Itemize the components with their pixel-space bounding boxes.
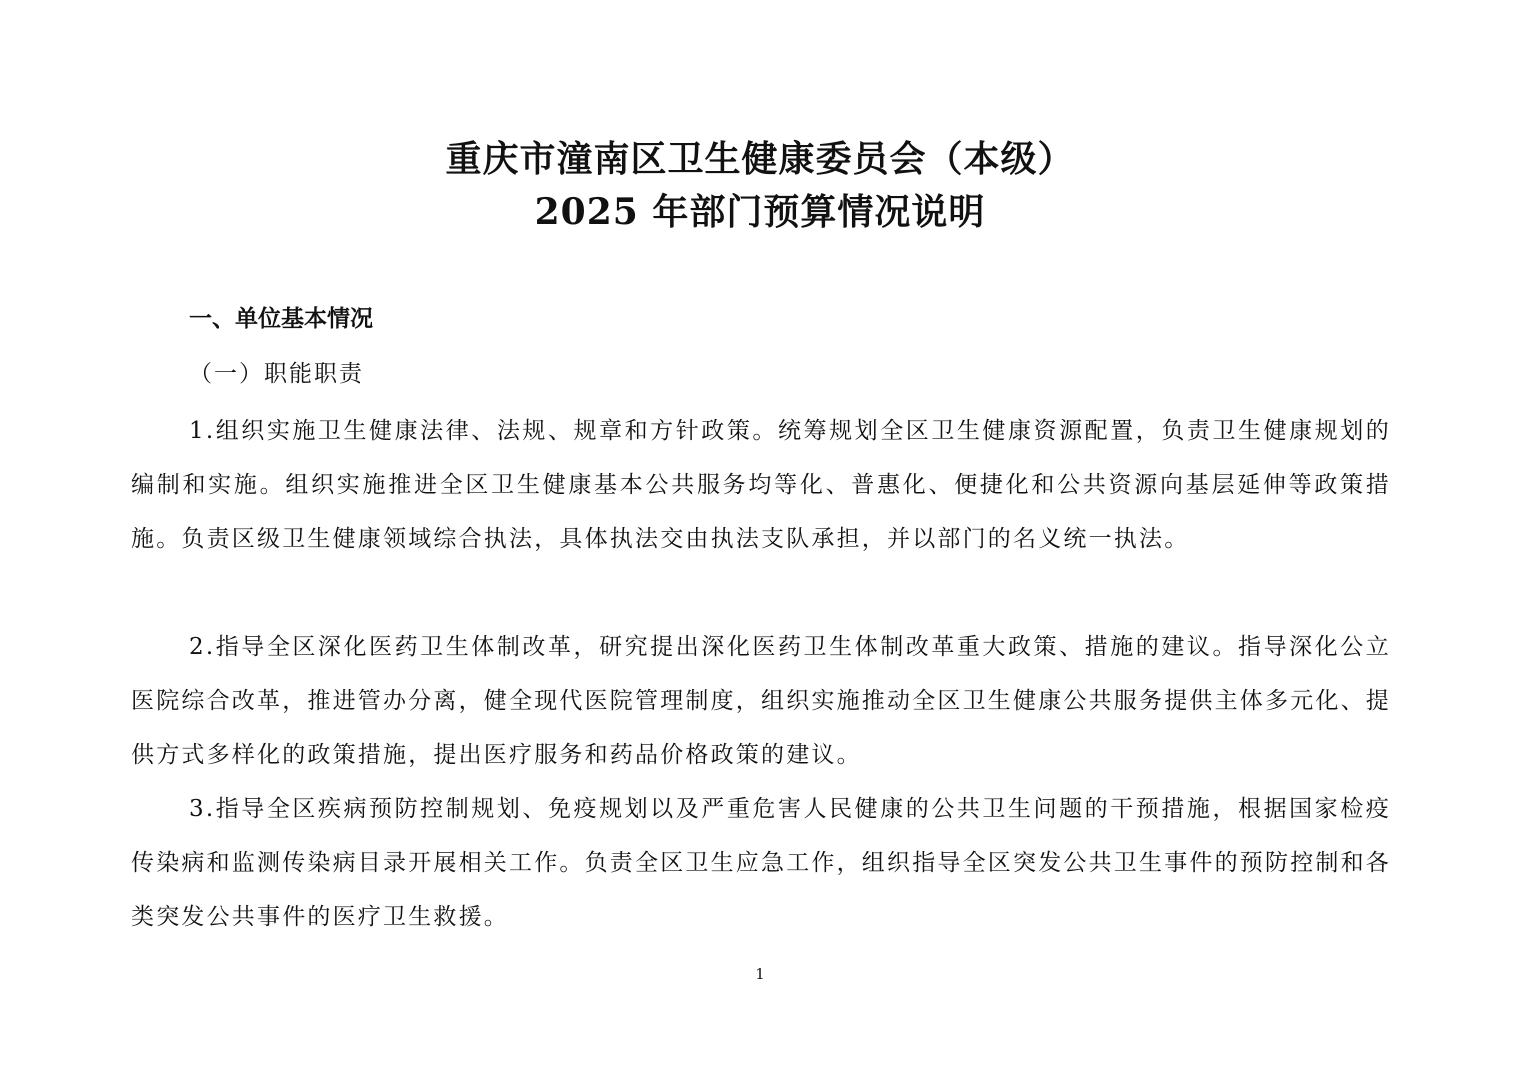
paragraph-3: 3.指导全区疾病预防控制规划、免疫规划以及严重危害人民健康的公共卫生问题的干预措施，根据国家检疫传染病和监测传染病目录开展相关工作。负责全区卫生应急工作，组织指导全区突发公共卫生事件的预防控制和各类突发公共事件的医疗卫生救援。 [131,796,1391,930]
document-title-line-2: 2025 年部门预算情况说明 [534,191,986,233]
paragraph-1: 1.组织实施卫生健康法律、法规、规章和方针政策。统筹规划全区卫生健康资源配置，负责卫生健康规划的编制和实施。组织实施推进全区卫生健康基本公共服务均等化、普惠化、便捷化和公共资源向基层延伸等政策措施。负责区级卫生健康领域综合执法，具体执法交由执法支队承担，并以部门的名义统一执法。 [131,418,1391,552]
section-heading: 一、单位基本情况 [189,306,373,332]
sub-heading: （一）职能职责 [189,361,364,387]
paragraph-2: 2.指导全区深化医药卫生体制改革，研究提出深化医药卫生体制改革重大政策、措施的建议。指导深化公立医院综合改革，推进管办分离，健全现代医院管理制度，组织实施推动全区卫生健康公共服务提供主体多元化、提供方式多样化的政策措施，提出医疗服务和药品价格政策的建议。 [131,634,1391,768]
page-number: 1 [755,965,765,983]
document-title-line-1: 重庆市潼南区卫生健康委员会（本级） [445,138,1075,180]
